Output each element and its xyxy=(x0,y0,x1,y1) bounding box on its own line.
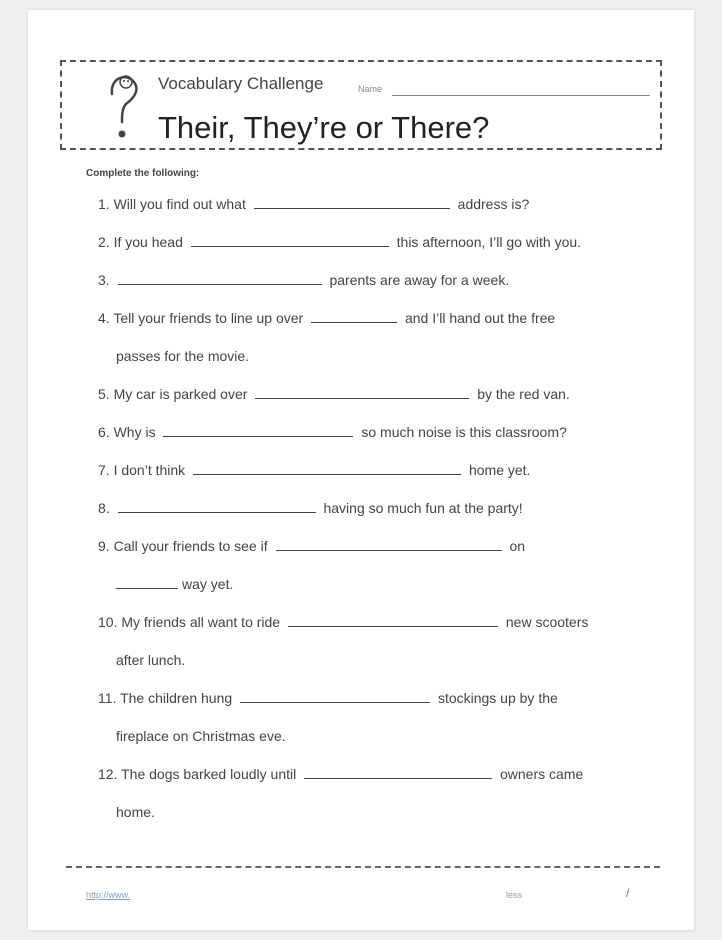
question-8: 8. having so much fun at the party! xyxy=(98,500,523,516)
question-9: 9. Call your friends to see if on xyxy=(98,538,526,554)
answer-blank[interactable] xyxy=(118,272,322,285)
question-6: 6. Why is so much noise is this classroom? xyxy=(98,424,567,440)
question-5: 5. My car is parked over by the red van. xyxy=(98,386,570,402)
worksheet-page xyxy=(28,10,694,930)
answer-blank[interactable] xyxy=(191,234,389,247)
question-10-continued: after lunch. xyxy=(116,652,186,668)
answer-blank[interactable] xyxy=(254,196,450,209)
question-2: 2. If you head this afternoon, I’ll go with you. xyxy=(98,234,582,250)
answer-blank[interactable] xyxy=(116,576,178,589)
answer-blank[interactable] xyxy=(304,766,492,779)
question-11: 11. The children hung stockings up by the xyxy=(98,690,558,706)
answer-blank[interactable] xyxy=(118,500,316,513)
instructions: Complete the following: xyxy=(86,168,200,179)
question-11-continued: fireplace on Christmas eve. xyxy=(116,728,286,744)
question-12-continued: home. xyxy=(116,804,155,820)
question-9-continued: way yet. xyxy=(116,576,233,592)
footer-divider xyxy=(66,866,660,868)
header-box xyxy=(60,60,662,150)
name-field-line[interactable] xyxy=(392,95,650,96)
question-3: 3. parents are away for a week. xyxy=(98,272,510,288)
question-mark-icon xyxy=(104,68,144,144)
footer-link[interactable]: http://www. xyxy=(86,890,131,900)
answer-blank[interactable] xyxy=(240,690,430,703)
answer-blank[interactable] xyxy=(288,614,498,627)
answer-blank[interactable] xyxy=(193,462,461,475)
question-1: 1. Will you find out what address is? xyxy=(98,196,530,212)
question-10: 10. My friends all want to ride new scooters xyxy=(98,614,589,630)
answer-blank[interactable] xyxy=(276,538,502,551)
question-4: 4. Tell your friends to line up over and I’ll hand out the free xyxy=(98,310,556,326)
question-4-continued: passes for the movie. xyxy=(116,348,250,364)
footer-text: less xyxy=(506,890,523,900)
answer-blank[interactable] xyxy=(255,386,469,399)
page-title: Their, They’re or There? xyxy=(158,110,490,145)
answer-blank[interactable] xyxy=(311,310,397,323)
name-label: Name xyxy=(358,84,383,94)
question-12: 12. The dogs barked loudly until owners came xyxy=(98,766,584,782)
footer-page-mark: / xyxy=(626,886,630,900)
subtitle: Vocabulary Challenge xyxy=(158,74,324,93)
question-7: 7. I don’t think home yet. xyxy=(98,462,531,478)
answer-blank[interactable] xyxy=(163,424,353,437)
